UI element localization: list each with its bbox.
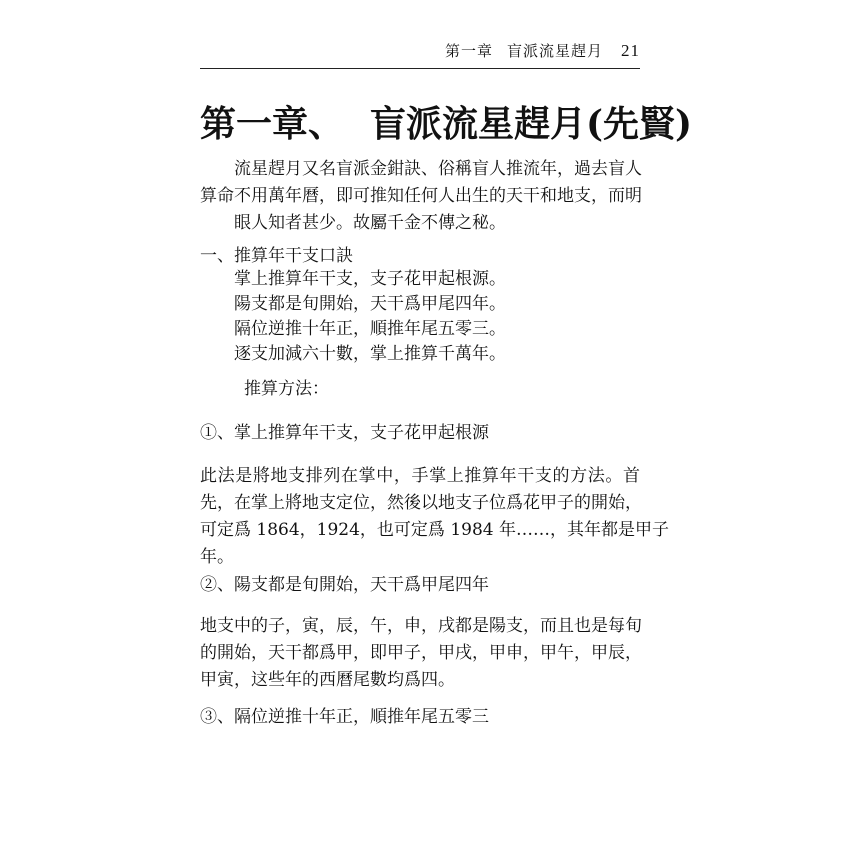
intro-line: 算命不用萬年曆，即可推知任何人出生的天干和地支，而明 — [200, 186, 642, 206]
section-2-paragraph — [200, 613, 640, 694]
verse-line: 隔位逆推十年正，順推年尾五零三。 — [234, 319, 506, 339]
chapter-title — [200, 96, 693, 147]
intro-line: 流星趕月又名盲派金鉗訣、俗稱盲人推流年，過去盲人 — [234, 159, 642, 179]
section-2-line: 的開始，天干都爲甲，即甲子，甲戌，甲申，甲午，甲辰， — [200, 643, 642, 663]
page-number: 21 — [621, 41, 640, 60]
section-2-line: 甲寅，这些年的西曆尾數均爲四。 — [200, 670, 455, 690]
section-1-paragraph — [200, 463, 670, 571]
section-1-heading: ①、掌上推算年干支，支子花甲起根源 — [200, 423, 489, 443]
running-head — [200, 40, 640, 69]
intro-paragraph — [200, 156, 640, 237]
running-head-chapter: 第一章 — [444, 42, 493, 60]
section-3-heading: ③、隔位逆推十年正，順推年尾五零三 — [200, 707, 489, 727]
section-1-line: 可定爲 1864，1924，也可定爲 1984 年……，其年都是甲子 — [200, 520, 670, 540]
chapter-number: 第一章、 — [200, 103, 345, 145]
section-1-line: 此法是將地支排列在掌中，手掌上推算年干支的方法。首 — [200, 466, 640, 486]
verse-line: 掌上推算年干支，支子花甲起根源。 — [234, 269, 506, 289]
verse-line: 逐支加減六十數，掌上推算千萬年。 — [234, 344, 506, 364]
verse-heading: 一、推算年干支口訣 — [200, 246, 353, 266]
section-1-line: 先，在掌上將地支定位，然後以地支子位爲花甲子的開始， — [200, 493, 642, 513]
section-1-line: 年。 — [200, 547, 234, 567]
method-label: 推算方法： — [244, 379, 329, 399]
chapter-title-text: 盲派流星趕月(先賢) — [370, 103, 693, 145]
intro-line: 眼人知者甚少。故屬千金不傳之秘。 — [234, 213, 506, 233]
running-head-title: 盲派流星趕月 — [506, 42, 603, 60]
section-2-line: 地支中的子，寅，辰，午，申，戌都是陽支，而且也是每旬 — [200, 616, 642, 636]
section-2-heading: ②、陽支都是旬開始，天干爲甲尾四年 — [200, 575, 489, 595]
verse-line: 陽支都是旬開始，天干爲甲尾四年。 — [234, 294, 506, 314]
